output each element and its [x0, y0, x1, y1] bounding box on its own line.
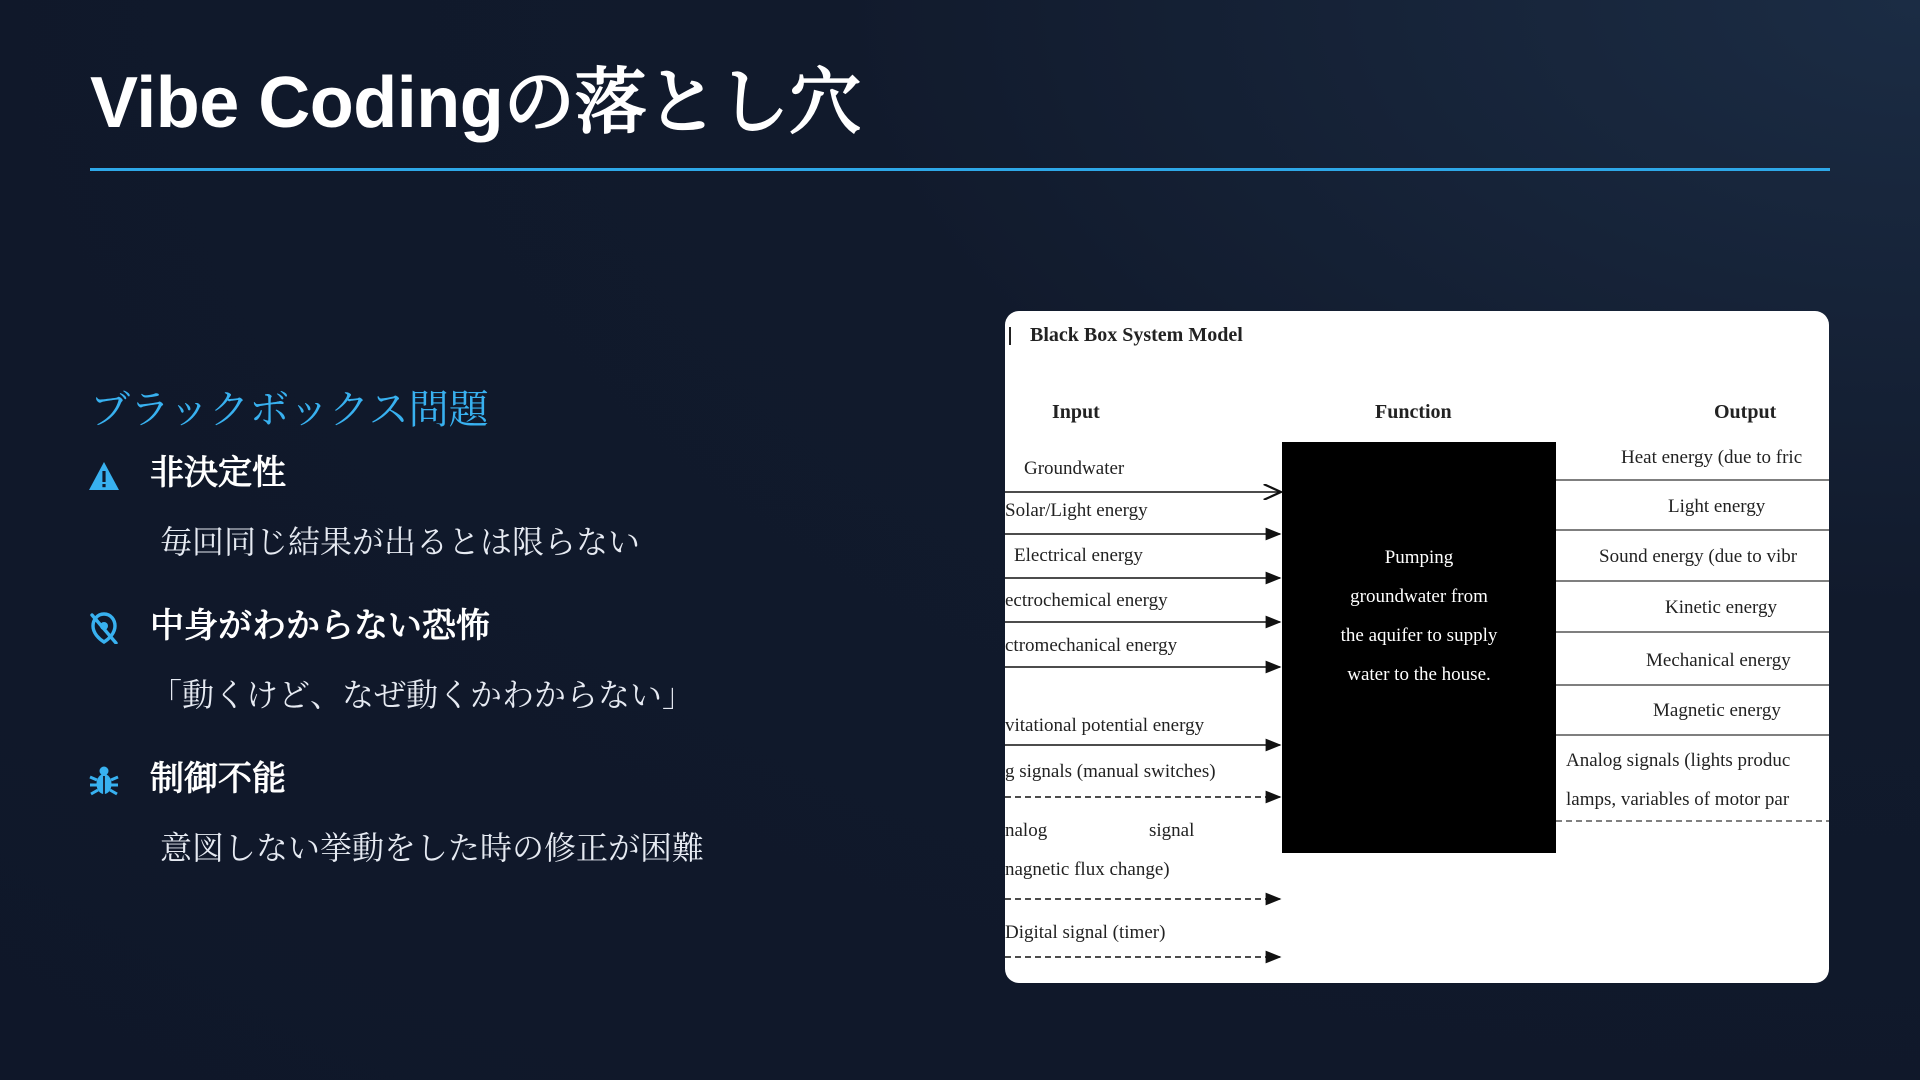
title-divider — [90, 168, 1830, 171]
output-label: Magnetic energy — [1653, 700, 1781, 721]
input-label: Electrical energy — [1014, 545, 1143, 566]
function-text-line: groundwater from — [1350, 586, 1488, 607]
input-label: vitational potential energy — [1005, 715, 1205, 736]
function-text-line: water to the house. — [1347, 664, 1491, 685]
item-desc-unknown-fear: 「動くけど、なぜ動くかわからない」 — [150, 676, 695, 714]
input-label: Groundwater — [1024, 458, 1125, 479]
header-input: Input — [1052, 401, 1100, 423]
input-label: ctromechanical energy — [1005, 635, 1178, 656]
input-label: nagnetic flux change) — [1005, 859, 1170, 880]
input-label: ectrochemical energy — [1005, 590, 1168, 611]
function-box — [1282, 442, 1556, 853]
item-title-nondeterminism: 非決定性 — [150, 453, 286, 493]
output-label: Mechanical energy — [1646, 650, 1791, 671]
output-label: Sound energy (due to vibr — [1599, 546, 1798, 567]
output-label: Heat energy (due to fric — [1621, 447, 1803, 468]
output-label: lamps, variables of motor par — [1566, 789, 1790, 810]
header-output: Output — [1714, 401, 1777, 423]
output-label: Light energy — [1668, 496, 1766, 517]
output-label: Analog signals (lights produc — [1566, 750, 1791, 771]
item-title-unknown-fear: 中身がわからない恐怖 — [150, 606, 490, 646]
function-text-line: Pumping — [1384, 547, 1454, 568]
input-label: Digital signal (timer) — [1005, 922, 1166, 943]
item-desc-nondeterminism: 毎回同じ結果が出るとは限らない — [160, 523, 641, 561]
input-label: g signals (manual switches) — [1005, 761, 1216, 782]
header-function: Function — [1375, 401, 1452, 423]
warning-icon — [88, 460, 120, 492]
section-heading: ブラックボックス問題 — [90, 387, 489, 433]
output-label: Kinetic energy — [1665, 597, 1778, 618]
eye-off-icon — [88, 612, 120, 644]
input-label: Solar/Light energy — [1005, 500, 1148, 521]
item-desc-uncontrollable: 意図しない挙動をした時の修正が困難 — [160, 829, 705, 867]
item-title-uncontrollable: 制御不能 — [150, 759, 286, 799]
input-label: signal — [1149, 820, 1195, 841]
bug-icon — [88, 765, 120, 797]
function-text-line: the aquifer to supply — [1340, 625, 1498, 646]
slide-title: Vibe Codingの落とし穴 — [90, 63, 861, 143]
black-box-diagram — [1005, 311, 1829, 983]
diagram-caption: Black Box System Model — [1030, 324, 1243, 346]
input-label: nalog — [1005, 820, 1048, 841]
